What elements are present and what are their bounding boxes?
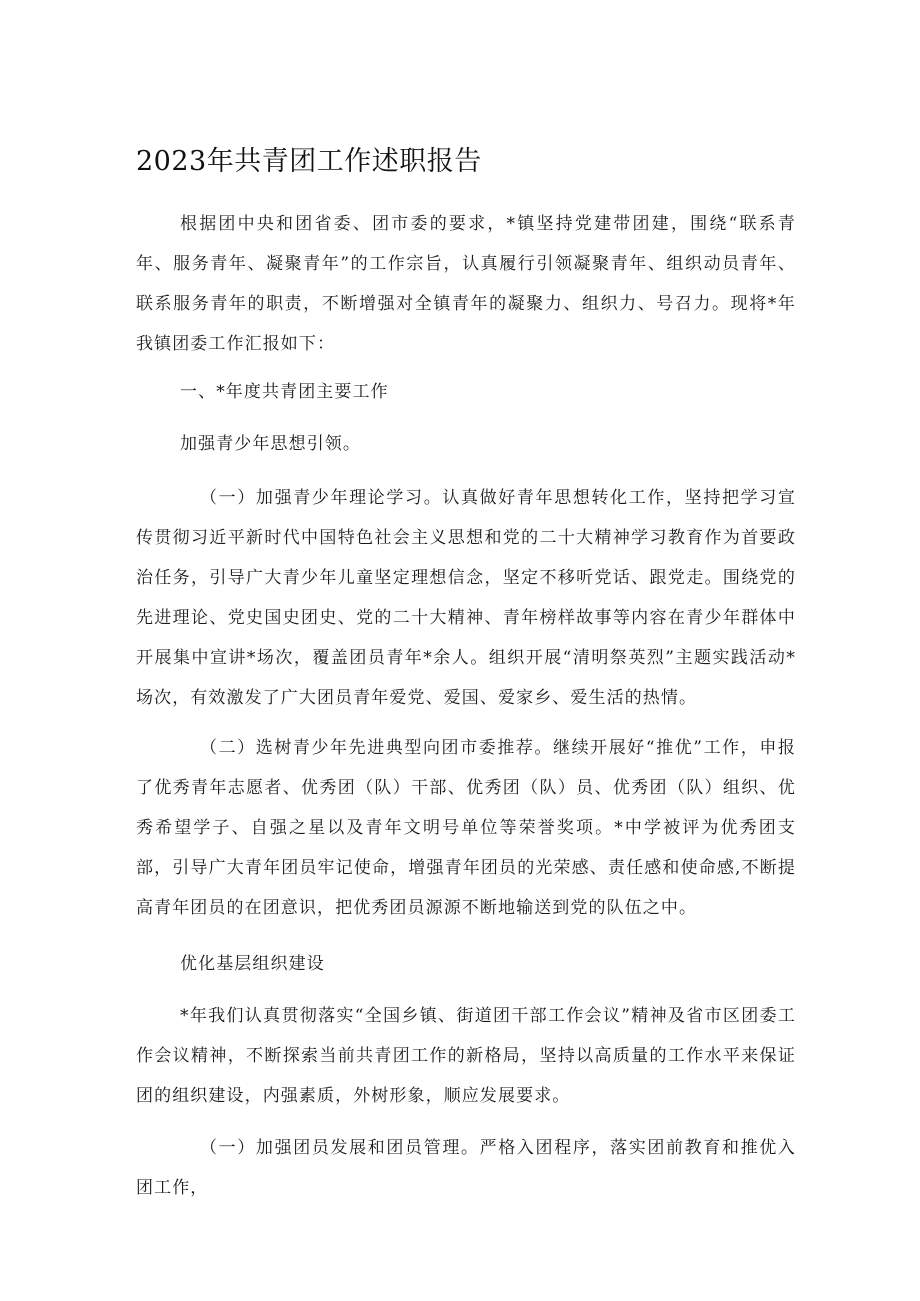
paragraph-model-recommendation: （二）选树青少年先进典型向团市委推荐。继续开展好“推优”工作，申报了优秀青年志愿者、优秀团（队）干部、优秀团（队）员、优秀团（队）组织、优秀希望学子、自强之星以及青年文明号单位等荣誉奖项。*中学被评为优秀团支部，引导广大青年团员牢记使命，增强青年团员的光荣感、责任感和使命感,不断提高青年团员的在团意识，把优秀团员源源不断地输送到党的队伍之中。 (136, 738, 796, 918)
intro-paragraph: 根据团中央和团省委、团市委的要求，*镇坚持党建带团建，围绕“联系青年、服务青年、凝聚青年”的工作宗旨，认真履行引领凝聚青年、组织动员青年、联系服务青年的职责，不断增强对全镇青年的凝聚力、组织力、号召力。现将*年我镇团委工作汇报如下： (136, 214, 796, 354)
paragraph-theory-study: （一）加强青少年理论学习。认真做好青年思想转化工作，坚持把学习宣传贯彻习近平新时代中国特色社会主义思想和党的二十大精神学习教育作为首要政治任务，引导广大青少年儿童坚定理想信念，坚定不移听党话、跟党走。围绕党的先进理论、党史国史团史、党的二十大精神、青年榜样故事等内容在青少年群体中开展集中宣讲*场次，覆盖团员青年*余人。组织开展“清明祭英烈”主题实践活动*场次，有效激发了广大团员青年爱党、爱国、爱家乡、爱生活的热情。 (136, 488, 796, 708)
paragraph-member-management: （一）加强团员发展和团员管理。严格入团程序，落实团前教育和推优入团工作， (136, 1138, 796, 1198)
document-title: 2023年共青团工作述职报告 (136, 146, 482, 177)
subsection-heading-org-building: 优化基层组织建设 (180, 954, 325, 974)
subsection-heading-thought-guidance: 加强青少年思想引领。 (180, 434, 361, 454)
section-heading-1: 一、*年度共青团主要工作 (180, 382, 389, 402)
paragraph-org-building-intro: *年我们认真贯彻落实“全国乡镇、街道团干部工作会议”精神及省市区团委工作会议精神，不断探索当前共青团工作的新格局，坚持以高质量的工作水平来保证团的组织建设，内强素质，外树形象，顺应发展要求。 (136, 1006, 796, 1106)
